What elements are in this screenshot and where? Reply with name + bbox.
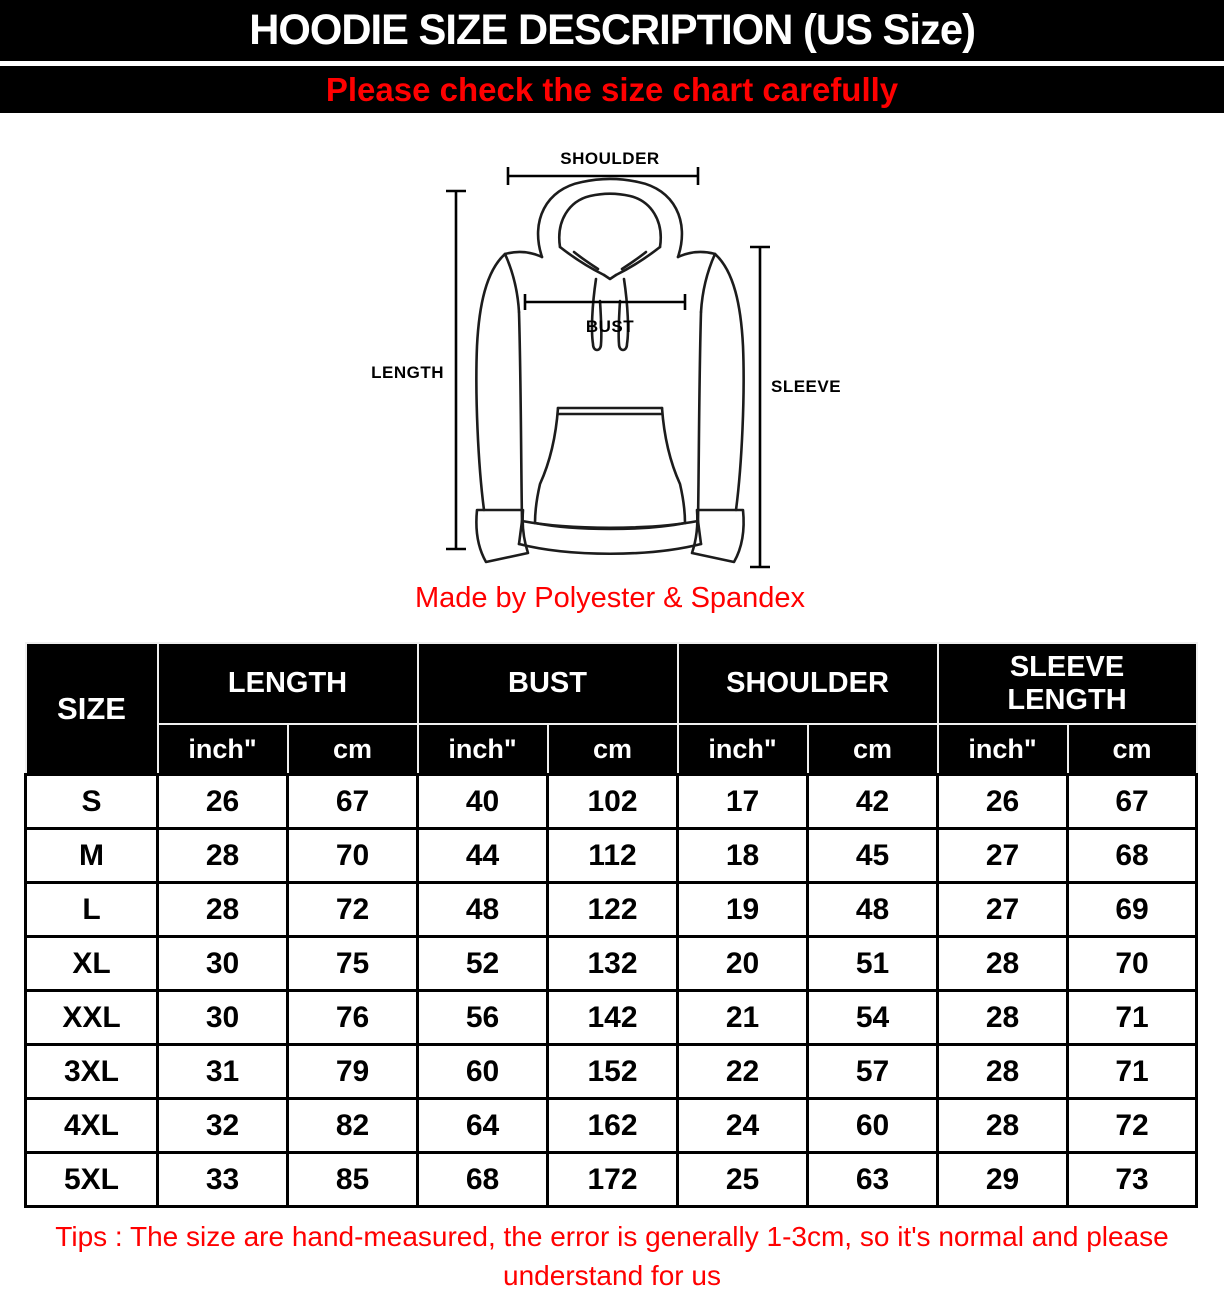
subtitle: Please check the size chart carefully bbox=[325, 70, 899, 108]
shoulder-inch-cell: 19 bbox=[678, 883, 808, 937]
bust-cm-cell: 132 bbox=[548, 937, 678, 991]
column-header-inch: inch" bbox=[158, 724, 288, 775]
column-header-cm: cm bbox=[548, 724, 678, 775]
length-inch-cell: 28 bbox=[158, 883, 288, 937]
length-cm-cell: 79 bbox=[288, 1045, 418, 1099]
table-row-l bbox=[26, 883, 1197, 937]
bust-inch-cell: 56 bbox=[418, 991, 548, 1045]
sleeve-inch-cell: 29 bbox=[938, 1153, 1068, 1207]
sleeve-label: SLEEVE bbox=[771, 377, 842, 396]
bust-cm-cell: 102 bbox=[548, 775, 678, 829]
length-cm-cell: 72 bbox=[288, 883, 418, 937]
length-measure-line bbox=[446, 191, 466, 549]
size-cell: 4XL bbox=[26, 1099, 158, 1153]
shoulder-inch-cell: 20 bbox=[678, 937, 808, 991]
column-header-cm: cm bbox=[808, 724, 938, 775]
bust-cm-cell: 152 bbox=[548, 1045, 678, 1099]
sleeve-cm-cell: 70 bbox=[1068, 937, 1197, 991]
size-cell: M bbox=[26, 829, 158, 883]
hoodie-measurement-diagram bbox=[330, 131, 890, 614]
bust-inch-cell: 40 bbox=[418, 775, 548, 829]
sleeve-inch-cell: 28 bbox=[938, 1045, 1068, 1099]
subtitle-bar bbox=[0, 66, 1224, 113]
size-chart-table bbox=[24, 642, 1198, 1208]
length-cm-cell: 82 bbox=[288, 1099, 418, 1153]
bust-cm-cell: 142 bbox=[548, 991, 678, 1045]
sleeve-cm-cell: 71 bbox=[1068, 1045, 1197, 1099]
shoulder-cm-cell: 45 bbox=[808, 829, 938, 883]
length-inch-cell: 33 bbox=[158, 1153, 288, 1207]
sleeve-cm-cell: 67 bbox=[1068, 775, 1197, 829]
size-cell: 3XL bbox=[26, 1045, 158, 1099]
tips-note bbox=[0, 1217, 1224, 1295]
table-row-3xl bbox=[26, 1045, 1197, 1099]
shoulder-inch-cell: 25 bbox=[678, 1153, 808, 1207]
page-title: HOODIE SIZE DESCRIPTION (US Size) bbox=[249, 6, 975, 54]
shoulder-inch-cell: 18 bbox=[678, 829, 808, 883]
bust-measure-line bbox=[525, 294, 685, 310]
bust-label: BUST bbox=[585, 317, 635, 336]
sleeve-inch-cell: 28 bbox=[938, 937, 1068, 991]
bust-cm-cell: 162 bbox=[548, 1099, 678, 1153]
sleeve-inch-cell: 27 bbox=[938, 883, 1068, 937]
table-row-m bbox=[26, 829, 1197, 883]
length-label: LENGTH bbox=[371, 363, 444, 382]
bust-inch-cell: 52 bbox=[418, 937, 548, 991]
table-row-xxl bbox=[26, 991, 1197, 1045]
bust-cm-cell: 112 bbox=[548, 829, 678, 883]
shoulder-inch-cell: 17 bbox=[678, 775, 808, 829]
bust-cm-cell: 122 bbox=[548, 883, 678, 937]
measurement-lines bbox=[446, 167, 770, 567]
column-header-cm: cm bbox=[1068, 724, 1197, 775]
shoulder-cm-cell: 60 bbox=[808, 1099, 938, 1153]
sleeve-inch-cell: 27 bbox=[938, 829, 1068, 883]
length-inch-cell: 31 bbox=[158, 1045, 288, 1099]
size-cell: S bbox=[26, 775, 158, 829]
hoodie-outline bbox=[476, 179, 743, 562]
shoulder-cm-cell: 48 bbox=[808, 883, 938, 937]
table-body bbox=[26, 775, 1197, 1207]
size-cell: XL bbox=[26, 937, 158, 991]
unit-header-row bbox=[26, 724, 1197, 775]
bust-inch-cell: 68 bbox=[418, 1153, 548, 1207]
table-row-s bbox=[26, 775, 1197, 829]
length-cm-cell: 75 bbox=[288, 937, 418, 991]
sleeve-cm-cell: 73 bbox=[1068, 1153, 1197, 1207]
sleeve-inch-cell: 28 bbox=[938, 991, 1068, 1045]
table-row-4xl bbox=[26, 1099, 1197, 1153]
column-header-inch: inch" bbox=[678, 724, 808, 775]
length-cm-cell: 67 bbox=[288, 775, 418, 829]
bust-inch-cell: 64 bbox=[418, 1099, 548, 1153]
shoulder-cm-cell: 57 bbox=[808, 1045, 938, 1099]
tips-line-1: Tips : The size are hand-measured, the error is generally 1-3cm, so it's normal and please bbox=[55, 1221, 1169, 1252]
table-row-xl bbox=[26, 937, 1197, 991]
shoulder-cm-cell: 42 bbox=[808, 775, 938, 829]
size-cell: XXL bbox=[26, 991, 158, 1045]
title-bar bbox=[0, 0, 1224, 66]
sleeve-inch-cell: 26 bbox=[938, 775, 1068, 829]
shoulder-measure-line bbox=[508, 167, 698, 185]
bust-inch-cell: 48 bbox=[418, 883, 548, 937]
table-row-5xl bbox=[26, 1153, 1197, 1207]
length-cm-cell: 70 bbox=[288, 829, 418, 883]
bust-cm-cell: 172 bbox=[548, 1153, 678, 1207]
length-inch-cell: 30 bbox=[158, 991, 288, 1045]
group-header-row bbox=[26, 643, 1197, 724]
tips-line-2: understand for us bbox=[503, 1260, 721, 1291]
sleeve-cm-cell: 69 bbox=[1068, 883, 1197, 937]
length-cm-cell: 76 bbox=[288, 991, 418, 1045]
column-header-inch: inch" bbox=[938, 724, 1068, 775]
shoulder-cm-cell: 54 bbox=[808, 991, 938, 1045]
column-header-inch: inch" bbox=[418, 724, 548, 775]
shoulder-label: SHOULDER bbox=[560, 149, 660, 168]
sleeve-cm-cell: 71 bbox=[1068, 991, 1197, 1045]
shoulder-cm-cell: 51 bbox=[808, 937, 938, 991]
shoulder-inch-cell: 22 bbox=[678, 1045, 808, 1099]
length-inch-cell: 28 bbox=[158, 829, 288, 883]
column-header-cm: cm bbox=[288, 724, 418, 775]
size-cell: 5XL bbox=[26, 1153, 158, 1207]
sleeve-cm-cell: 68 bbox=[1068, 829, 1197, 883]
length-inch-cell: 32 bbox=[158, 1099, 288, 1153]
length-cm-cell: 85 bbox=[288, 1153, 418, 1207]
shoulder-cm-cell: 63 bbox=[808, 1153, 938, 1207]
table-header bbox=[26, 643, 1197, 775]
length-inch-cell: 26 bbox=[158, 775, 288, 829]
bust-inch-cell: 44 bbox=[418, 829, 548, 883]
sleeve-cm-cell: 72 bbox=[1068, 1099, 1197, 1153]
column-header-sleeve-length: SLEEVE LENGTH bbox=[938, 643, 1197, 724]
material-note: Made by Polyester & Spandex bbox=[414, 582, 806, 614]
shoulder-inch-cell: 21 bbox=[678, 991, 808, 1045]
column-header-length: LENGTH bbox=[158, 643, 418, 724]
sleeve-measure-line bbox=[750, 247, 770, 567]
column-header-shoulder: SHOULDER bbox=[678, 643, 938, 724]
bust-inch-cell: 60 bbox=[418, 1045, 548, 1099]
sleeve-inch-cell: 28 bbox=[938, 1099, 1068, 1153]
column-header-bust: BUST bbox=[418, 643, 678, 724]
size-cell: L bbox=[26, 883, 158, 937]
length-inch-cell: 30 bbox=[158, 937, 288, 991]
shoulder-inch-cell: 24 bbox=[678, 1099, 808, 1153]
column-header-size: SIZE bbox=[26, 643, 158, 775]
